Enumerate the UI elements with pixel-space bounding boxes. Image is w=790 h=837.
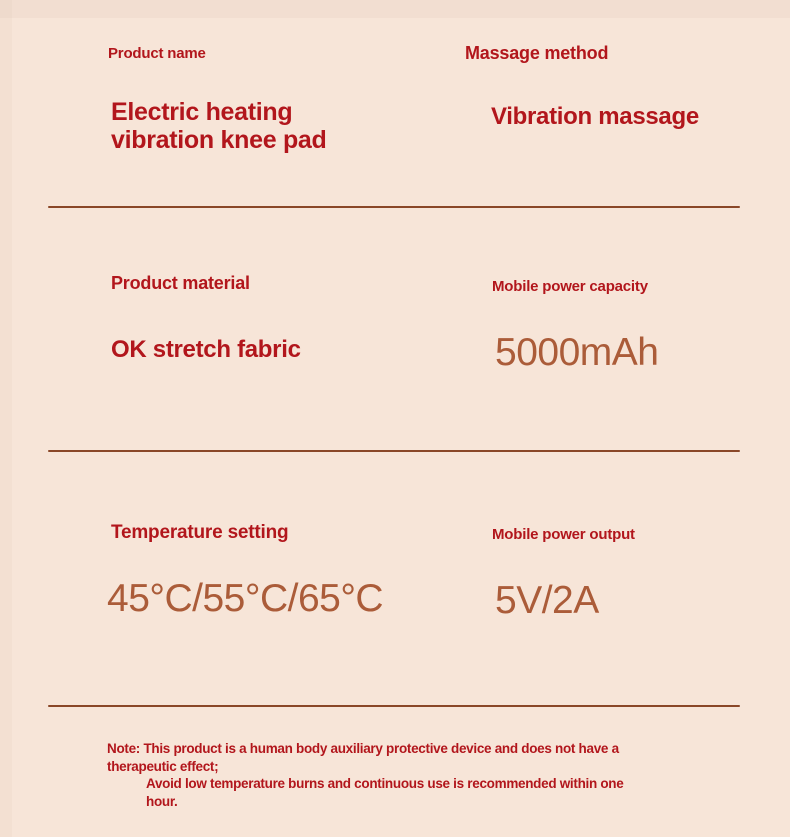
section-divider: [48, 705, 740, 707]
note-line: therapeutic effect;: [107, 758, 219, 774]
product-material-label: Product material: [111, 273, 250, 293]
section-divider: [48, 206, 740, 208]
power-output-value: 5V/2A: [495, 579, 599, 622]
product-name-label: Product name: [108, 45, 206, 62]
usage-note: [107, 740, 707, 810]
power-output-label: Mobile power output: [492, 526, 635, 543]
note-line: hour.: [146, 793, 178, 809]
power-capacity-value: 5000mAh: [495, 331, 659, 374]
note-line: Note: This product is a human body auxiliary protective device and does not have a: [107, 741, 619, 756]
note-line: Avoid low temperature burns and continuous use is recommended within one: [146, 776, 624, 791]
product-material-value: OK stretch fabric: [111, 336, 301, 363]
section-divider: [48, 450, 740, 452]
power-capacity-label: Mobile power capacity: [492, 278, 648, 295]
temperature-setting-value: 45°C/55°C/65°C: [107, 577, 384, 620]
massage-method-label: Massage method: [465, 43, 609, 63]
temperature-setting-label: Temperature setting: [111, 522, 289, 543]
product-name-value: Electric heating vibration knee pad: [111, 98, 327, 154]
massage-method-value: Vibration massage: [491, 103, 699, 130]
